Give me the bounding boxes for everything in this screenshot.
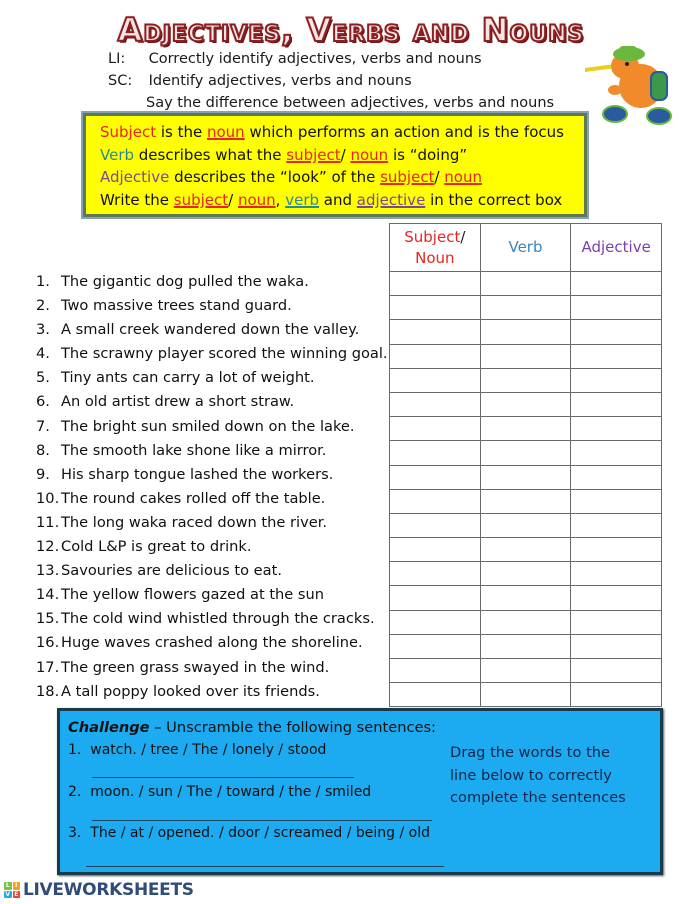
table-row (390, 296, 662, 320)
sentence-item (36, 535, 388, 559)
sentence-text: The yellow flowers gazed at the sun (61, 586, 325, 604)
table-row (390, 344, 662, 368)
sentence-text: The long waka raced down the river. (61, 513, 327, 531)
answer-cell-adjective[interactable] (571, 344, 662, 368)
sentence-item (36, 342, 388, 366)
sentence-text: An old artist drew a short straw. (61, 393, 295, 411)
answer-cell-subject-noun[interactable] (390, 392, 481, 416)
answer-cell-subject-noun[interactable] (390, 272, 481, 296)
answer-cell-verb[interactable] (480, 610, 571, 634)
table-row (390, 586, 662, 610)
sentence-text: Tiny ants can carry a lot of weight. (61, 369, 315, 387)
sentence-number: 3. (36, 321, 50, 339)
answer-cell-adjective[interactable] (571, 634, 662, 658)
answer-cell-subject-noun[interactable] (390, 683, 481, 707)
sentence-item (36, 366, 388, 390)
sentence-text: The bright sun smiled down on the lake. (61, 417, 355, 435)
answer-cell-subject-noun[interactable] (390, 344, 481, 368)
sentence-item (36, 415, 388, 439)
answer-cell-verb[interactable] (480, 634, 571, 658)
header-adjective: Adjective (571, 224, 662, 272)
answer-cell-verb[interactable] (480, 392, 571, 416)
table-row (390, 320, 662, 344)
answer-cell-verb[interactable] (480, 272, 571, 296)
answer-cell-verb[interactable] (480, 320, 571, 344)
sentence-item (36, 583, 388, 607)
sentence-item (36, 680, 388, 704)
sentence-number: 7. (36, 417, 50, 435)
success-criteria (108, 70, 554, 92)
answer-cell-subject-noun[interactable] (390, 296, 481, 320)
sentence-number: 4. (36, 345, 50, 363)
worksheet-title: Adjectives, Verbs and Nouns (117, 11, 585, 49)
answer-line-1[interactable] (92, 777, 354, 778)
answer-cell-adjective[interactable] (571, 610, 662, 634)
answer-cell-verb[interactable] (480, 538, 571, 562)
li-label: LI: (108, 51, 126, 67)
sentence-number: 2. (36, 297, 50, 315)
table-row (390, 417, 662, 441)
answer-cell-subject-noun[interactable] (390, 586, 481, 610)
learning-intention (108, 48, 554, 70)
sc-text-1: Identify adjectives, verbs and nouns (148, 73, 412, 89)
challenge-box (57, 708, 663, 875)
sentence-text: Huge waves crashed along the shoreline. (61, 634, 363, 652)
liveworksheets-footer[interactable] (4, 880, 194, 900)
drag-instructions: Drag the words to the line below to correctly complete the sentences (450, 744, 626, 806)
answer-cell-verb[interactable] (480, 441, 571, 465)
definition-subject: Subject is the noun which performs an action and is the focus (100, 123, 564, 141)
sentence-text: The cold wind whistled through the cracks. (61, 610, 375, 628)
answer-cell-adjective[interactable] (571, 296, 662, 320)
sentence-number: 5. (36, 369, 50, 387)
sentence-item (36, 656, 388, 680)
answer-cell-subject-noun[interactable] (390, 320, 481, 344)
answer-cell-subject-noun[interactable] (390, 659, 481, 683)
answer-cell-adjective[interactable] (571, 489, 662, 513)
sentence-text: His sharp tongue lashed the workers. (61, 465, 334, 483)
table-row (390, 513, 662, 537)
sentence-item (36, 607, 388, 631)
answer-cell-adjective[interactable] (571, 659, 662, 683)
answer-cell-verb[interactable] (480, 659, 571, 683)
answer-cell-subject-noun[interactable] (390, 417, 481, 441)
sentence-item (36, 439, 388, 463)
sentence-number: 10. (36, 489, 60, 507)
sentence-number: 17. (36, 658, 60, 676)
challenge-title: Challenge – Unscramble the following sentences: (68, 719, 436, 736)
scramble-item-1[interactable]: 1. watch. / tree / The / lonely / stood (68, 742, 327, 758)
answer-cell-adjective[interactable] (571, 465, 662, 489)
scramble-item-3[interactable]: 3. The / at / opened. / door / screamed / being / old (68, 825, 430, 841)
sentence-item (36, 294, 388, 318)
answer-cell-adjective[interactable] (571, 417, 662, 441)
table-row (390, 368, 662, 392)
sentence-text: The green grass swayed in the wind. (61, 658, 330, 676)
sentence-text: Savouries are delicious to eat. (61, 562, 282, 580)
sentence-item (36, 631, 388, 655)
definition-verb: Verb describes what the subject/ noun is “doing” (100, 145, 468, 164)
sentence-item (36, 318, 388, 342)
answer-cell-subject-noun[interactable] (390, 465, 481, 489)
sentence-text: The round cakes rolled off the table. (61, 489, 326, 507)
answer-cell-adjective[interactable] (571, 562, 662, 586)
kiwi-mascot-icon (585, 36, 685, 128)
answer-cell-subject-noun[interactable] (390, 538, 481, 562)
header-verb: Verb (480, 224, 571, 272)
table-row (390, 683, 662, 707)
success-criteria-2 (108, 92, 554, 114)
sentence-item (36, 270, 388, 294)
table-header-row (390, 224, 662, 272)
answer-cell-adjective[interactable] (571, 538, 662, 562)
header-subject-noun: Subject/ Noun (390, 224, 481, 272)
answer-cell-subject-noun[interactable] (390, 441, 481, 465)
definitions-box (83, 113, 587, 217)
sentence-number: 12. (36, 538, 60, 556)
answer-cell-adjective[interactable] (571, 368, 662, 392)
answer-line-2[interactable] (92, 820, 432, 821)
liveworksheets-brand[interactable]: LIVEWORKSHEETS (23, 880, 194, 900)
sentence-number: 9. (36, 465, 50, 483)
sentence-text: Cold L&P is great to drink. (61, 538, 252, 556)
table-row (390, 659, 662, 683)
table-row (390, 538, 662, 562)
table-row (390, 562, 662, 586)
answer-cell-subject-noun[interactable] (390, 562, 481, 586)
sentence-item (36, 487, 388, 511)
sentence-text: The scrawny player scored the winning goal. (61, 345, 388, 363)
answer-cell-adjective[interactable] (571, 513, 662, 537)
sc-text-2: Say the difference between adjectives, verbs and nouns (146, 95, 555, 111)
answer-cell-verb[interactable] (480, 344, 571, 368)
table-row (390, 465, 662, 489)
sentence-number: 11. (36, 513, 60, 531)
sentence-text: A small creek wandered down the valley. (61, 321, 360, 339)
answer-cell-verb[interactable] (480, 368, 571, 392)
sentence-text: The gigantic dog pulled the waka. (61, 273, 309, 290)
answer-cell-adjective[interactable] (571, 683, 662, 707)
liveworksheets-logo-icon: L I V E (5, 882, 19, 898)
sentence-number: 14. (36, 586, 60, 604)
sentence-number: 8. (36, 441, 50, 459)
answer-cell-verb[interactable] (480, 683, 571, 707)
table-row (390, 489, 662, 513)
sentence-number: 18. (36, 682, 60, 700)
sentence-number: 1. (36, 273, 50, 290)
sentence-item (36, 511, 388, 535)
answer-cell-adjective[interactable] (571, 320, 662, 344)
table-row (390, 441, 662, 465)
sentence-number: 13. (36, 562, 60, 580)
answer-cell-adjective[interactable] (571, 392, 662, 416)
sentence-text: A tall poppy looked over its friends. (61, 682, 320, 700)
answer-cell-adjective[interactable] (571, 272, 662, 296)
answer-cell-verb[interactable] (480, 296, 571, 320)
table-row (390, 272, 662, 296)
sentence-item (36, 390, 388, 414)
answer-cell-verb[interactable] (480, 513, 571, 537)
answer-table (389, 223, 662, 707)
sentence-number: 16. (36, 634, 60, 652)
answer-cell-verb[interactable] (480, 465, 571, 489)
learning-objectives (108, 48, 554, 114)
answer-cell-verb[interactable] (480, 586, 571, 610)
table-row (390, 392, 662, 416)
table-row (390, 610, 662, 634)
answer-cell-subject-noun[interactable] (390, 489, 481, 513)
sentence-number: 6. (36, 393, 50, 411)
answer-cell-verb[interactable] (480, 417, 571, 441)
instruction: Write the subject/ noun, verb and adjective in the correct box (100, 190, 563, 209)
sentence-item (36, 559, 388, 583)
definition-adjective: Adjective describes the “look” of the subject/ noun (100, 168, 482, 186)
answer-cell-adjective[interactable] (571, 586, 662, 610)
sentence-item (36, 463, 388, 487)
answer-cell-adjective[interactable] (571, 441, 662, 465)
sentence-text: Two massive trees stand guard. (61, 297, 292, 315)
answer-cell-verb[interactable] (480, 489, 571, 513)
answer-cell-subject-noun[interactable] (390, 634, 481, 658)
li-text: Correctly identify adjectives, verbs and nouns (148, 51, 482, 67)
sentence-text: The smooth lake shone like a mirror. (61, 441, 327, 459)
table-row (390, 634, 662, 658)
answer-cell-subject-noun[interactable] (390, 368, 481, 392)
answer-line-3[interactable] (86, 866, 444, 867)
sc-label: SC: (108, 73, 133, 89)
answer-cell-verb[interactable] (480, 562, 571, 586)
answer-cell-subject-noun[interactable] (390, 610, 481, 634)
sentence-list (36, 270, 388, 704)
scramble-item-2[interactable]: 2. moon. / sun / The / toward / the / smiled (68, 784, 372, 800)
sentence-number: 15. (36, 610, 60, 628)
answer-cell-subject-noun[interactable] (390, 513, 481, 537)
